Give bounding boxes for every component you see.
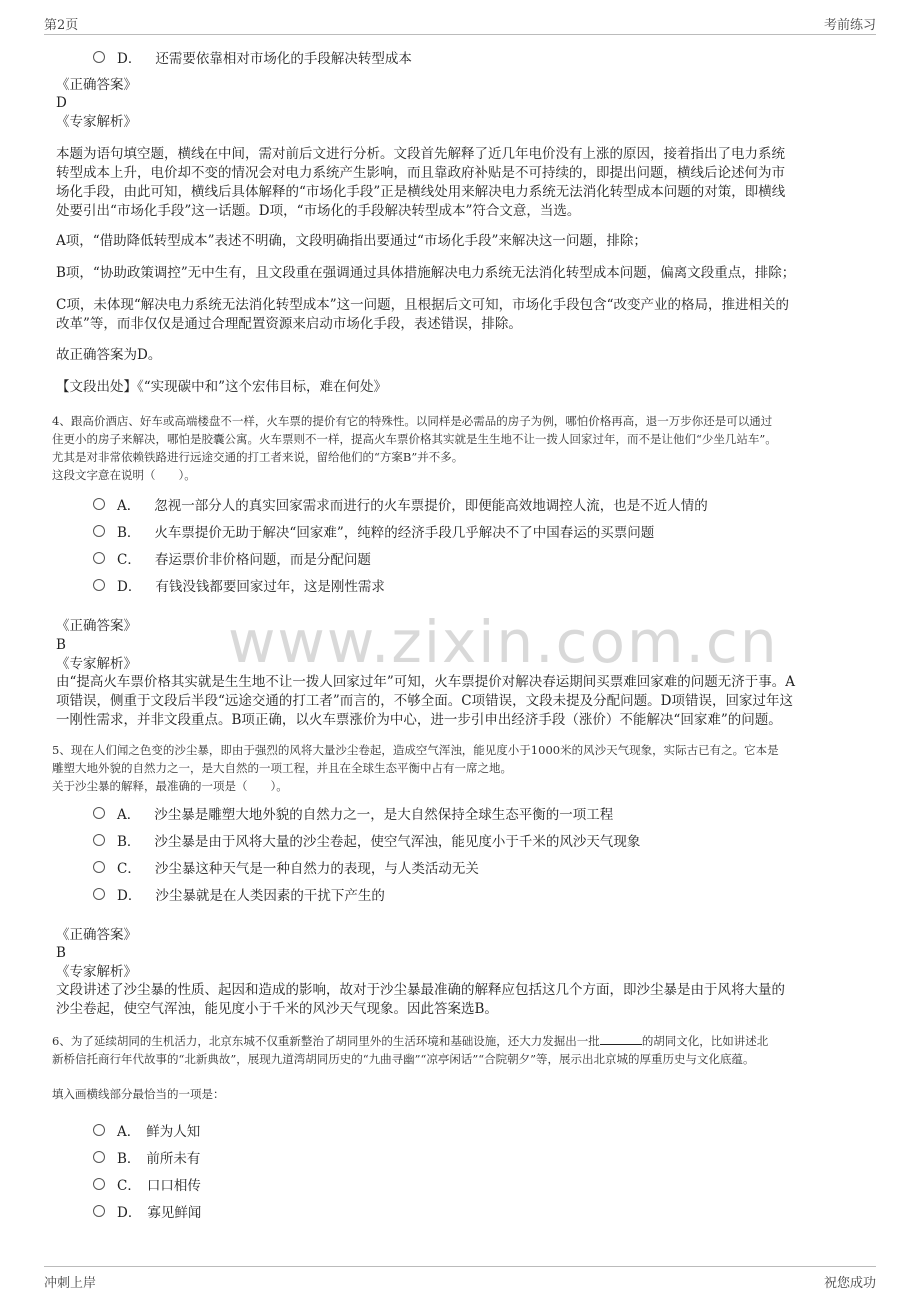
- q3-analysis-label: 《专家解析》: [56, 114, 137, 130]
- option-text: 忽视一部分人的真实回家需求而进行的火车票提价，即便能高效地调控人流，也是不近人情的: [154, 498, 708, 514]
- option-key: D．: [117, 888, 142, 904]
- text-line: C项，未体现“解决电力系统无法消化转型成本”这一问题，且根据后文可知，市场化手段包含“改变产业的格局，推进相关的: [56, 297, 790, 313]
- option-key: D．: [117, 51, 142, 67]
- q4-option-c[interactable]: [93, 548, 371, 568]
- radio-icon[interactable]: [93, 525, 105, 537]
- radio-icon[interactable]: [93, 1178, 105, 1190]
- q5-answer: B: [56, 945, 66, 961]
- text-line: 雕塑大地外貌的自然力之一，是大自然的一项工程，并且在全球生态平衡中占有一席之地。: [52, 761, 512, 775]
- footer-left: 冲刺上岸: [44, 1276, 97, 1291]
- radio-icon[interactable]: [93, 834, 105, 846]
- q5-option-b[interactable]: [93, 830, 640, 850]
- option-text: 寡见鲜闻: [147, 1205, 202, 1221]
- text-line: 一刚性需求，并非文段重点。B项正确，以火车票涨价为中心，进一步引申出经济手段（涨价）不能解决“回家难”的问题。: [56, 712, 782, 728]
- text-line: 文段讲述了沙尘暴的性质、起因和造成的影响，故对于沙尘暴最准确的解释应包括这几个方面，即沙尘暴是由于风将大量的: [56, 982, 785, 998]
- q4-option-d[interactable]: [93, 575, 385, 595]
- text-line: [52, 1032, 872, 1050]
- q4-analysis: [56, 673, 866, 730]
- q3-answer-label: 《正确答案》: [56, 77, 137, 93]
- radio-icon[interactable]: [93, 51, 105, 63]
- q5-option-d[interactable]: [93, 884, 385, 904]
- radio-icon[interactable]: [93, 498, 105, 510]
- q4-option-b[interactable]: [93, 521, 654, 541]
- q4-analysis-label: 《专家解析》: [56, 656, 137, 672]
- text-line: 沙尘卷起，使空气浑浊，能见度小于千米的风沙天气现象。因此答案选B。: [56, 1001, 498, 1017]
- watermark: www.zixin.com.cn: [228, 608, 779, 676]
- radio-icon[interactable]: [93, 861, 105, 873]
- option-key: B．: [117, 834, 141, 850]
- option-text: 还需要依靠相对市场化的手段解决转型成本: [155, 51, 412, 67]
- option-text: 鲜为人知: [146, 1124, 201, 1140]
- q3-answer: D: [56, 95, 67, 111]
- radio-icon[interactable]: [93, 552, 105, 564]
- q3-source: 【文段出处】《“实现碳中和”这个宏伟目标，难在何处》: [56, 379, 388, 395]
- q4-stem: [52, 412, 872, 484]
- text-line: 5、现在人们闻之色变的沙尘暴，即由于强烈的风将大量沙尘卷起，造成空气浑浊，能见度小于1000米的风沙天气现象，实际古已有之。它本是: [52, 743, 779, 757]
- page-number: 第2页: [44, 18, 79, 33]
- option-text: 有钱没钱都要回家过年，这是刚性需求: [155, 579, 385, 595]
- option-key: A．: [117, 807, 141, 823]
- header-divider: [44, 34, 876, 35]
- q4-option-a[interactable]: [93, 494, 708, 514]
- text-line: 本题为语句填空题，横线在中间，需对前后文进行分析。文段首先解释了近几年电价没有上涨的原因，接着指出了电力系统: [56, 146, 785, 162]
- q5-answer-label: 《正确答案》: [56, 927, 137, 943]
- text-line: 住更小的房子来解决，哪怕是胶囊公寓。火车票则不一样，提高火车票价格其实就是生生地不让一拨人回家过年，而不是让他们“少坐几站车”。: [52, 432, 777, 446]
- text-line: 由“提高火车票价格其实就是生生地不让一拨人回家过年”可知，火车票提价对解决春运期间买票难回家难的问题无济于事。A: [56, 674, 796, 690]
- text-line: 场化手段，由此可知，横线后具体解释的“市场化手段”正是横线处用来解决电力系统无法消化转型成本问题的对策，即横线: [56, 184, 786, 200]
- q3-conclusion: 故正确答案为D。: [56, 347, 162, 363]
- q5-option-c[interactable]: [93, 857, 479, 877]
- option-key: C．: [117, 861, 141, 877]
- option-key: B．: [117, 1151, 141, 1167]
- option-key: A．: [117, 498, 141, 514]
- text-line: 改革”等，而非仅仅是通过合理配置资源来启动市场化手段，表述错误，排除。: [56, 316, 522, 332]
- q5-stem: [52, 741, 872, 795]
- q4-answer-label: 《正确答案》: [56, 618, 137, 634]
- q6-option-a[interactable]: [93, 1120, 200, 1140]
- option-text: 春运票价非价格问题，而是分配问题: [154, 552, 371, 568]
- q3-para-b: B项，“协助政策调控”无中生有，且文段重在强调通过具体措施解决电力系统无法消化转型成本问题，偏离文段重点，排除；: [56, 265, 796, 281]
- text-line: 项错误，侧重于文段后半段“远途交通的打工者”而言的，不够全面。C项错误，文段未提及分配问题。D项错误，回家过年这: [56, 693, 793, 709]
- header-title: 考前练习: [823, 18, 876, 33]
- radio-icon[interactable]: [93, 579, 105, 591]
- fill-blank: [600, 1032, 642, 1045]
- q3-para-c: [56, 296, 866, 334]
- radio-icon[interactable]: [93, 1151, 105, 1163]
- q5-analysis: [56, 981, 866, 1019]
- option-text: 沙尘暴就是在人类因素的干扰下产生的: [155, 888, 385, 904]
- text-line: 4、跟高价酒店、好车或高端楼盘不一样，火车票的提价有它的特殊性。以同样是必需品的房子为例，哪怕价格再高，退一万步你还是可以通过: [52, 414, 773, 428]
- q6-stem: [52, 1032, 872, 1068]
- stem-text: 的胡同文化，比如讲述北: [641, 1034, 769, 1048]
- q5-analysis-label: 《专家解析》: [56, 964, 137, 980]
- q6-prompt: 填入画横线部分最恰当的一项是：: [52, 1087, 225, 1101]
- option-key: C．: [117, 1178, 141, 1194]
- option-text: 沙尘暴这种天气是一种自然力的表现，与人类活动无关: [154, 861, 479, 877]
- option-key: D．: [117, 579, 142, 595]
- q6-option-b[interactable]: [93, 1147, 200, 1167]
- text-line: 转型成本上升，电价却不变的情况会对电力系统产生影响，而且靠政府补贴是不可持续的，即提出问题，横线后论述何为市: [56, 165, 785, 181]
- text-line: 关于沙尘暴的解释，最准确的一项是（ ）。: [52, 779, 288, 793]
- option-key: C．: [117, 552, 141, 568]
- option-key: D．: [117, 1205, 142, 1221]
- option-key: A．: [117, 1124, 141, 1140]
- text-line: 新桥信托商行年代故事的“北新典故”，展现九道湾胡同历史的“九曲寻幽”“凉亭闲话”“合院朝夕”等，展示出北京城的厚重历史与文化底蕴。: [52, 1052, 755, 1066]
- q6-option-c[interactable]: [93, 1174, 201, 1194]
- text-line: 尤其是对非常依赖铁路进行远途交通的打工者来说，留给他们的“方案B”并不多。: [52, 450, 464, 464]
- radio-icon[interactable]: [93, 807, 105, 819]
- q3-para-a: A项，“借助降低转型成本”表述不明确，文段明确指出要通过“市场化手段”来解决这一问题，排除；: [56, 233, 647, 249]
- text-line: 处要引出“市场化手段”这一话题。D项，“市场化的手段解决转型成本”符合文意，当选。: [56, 203, 581, 219]
- option-text: 沙尘暴是由于风将大量的沙尘卷起，使空气浑浊，能见度小于千米的风沙天气现象: [154, 834, 641, 850]
- option-text: 沙尘暴是雕塑大地外貌的自然力之一，是大自然保持全球生态平衡的一项工程: [154, 807, 614, 823]
- option-text: 火车票提价无助于解决“回家难”，纯粹的经济手段几乎解决不了中国春运的买票问题: [154, 525, 655, 541]
- option-text: 口口相传: [146, 1178, 201, 1194]
- q4-answer: B: [56, 637, 66, 653]
- q3-analysis: [56, 145, 866, 221]
- option-key: B．: [117, 525, 141, 541]
- footer-right: 祝您成功: [823, 1276, 876, 1291]
- q6-option-d[interactable]: [93, 1201, 201, 1221]
- radio-icon[interactable]: [93, 1205, 105, 1217]
- text-line: 这段文字意在说明（ ）。: [52, 468, 196, 482]
- q3-option-d[interactable]: [93, 47, 412, 67]
- radio-icon[interactable]: [93, 888, 105, 900]
- stem-text: 6、为了延续胡同的生机活力，北京东城不仅重新整治了胡同里外的生活环境和基础设施，还大力发掘出一批: [52, 1034, 600, 1048]
- footer-divider: [44, 1266, 876, 1267]
- radio-icon[interactable]: [93, 1124, 105, 1136]
- q5-option-a[interactable]: [93, 803, 613, 823]
- option-text: 前所未有: [146, 1151, 201, 1167]
